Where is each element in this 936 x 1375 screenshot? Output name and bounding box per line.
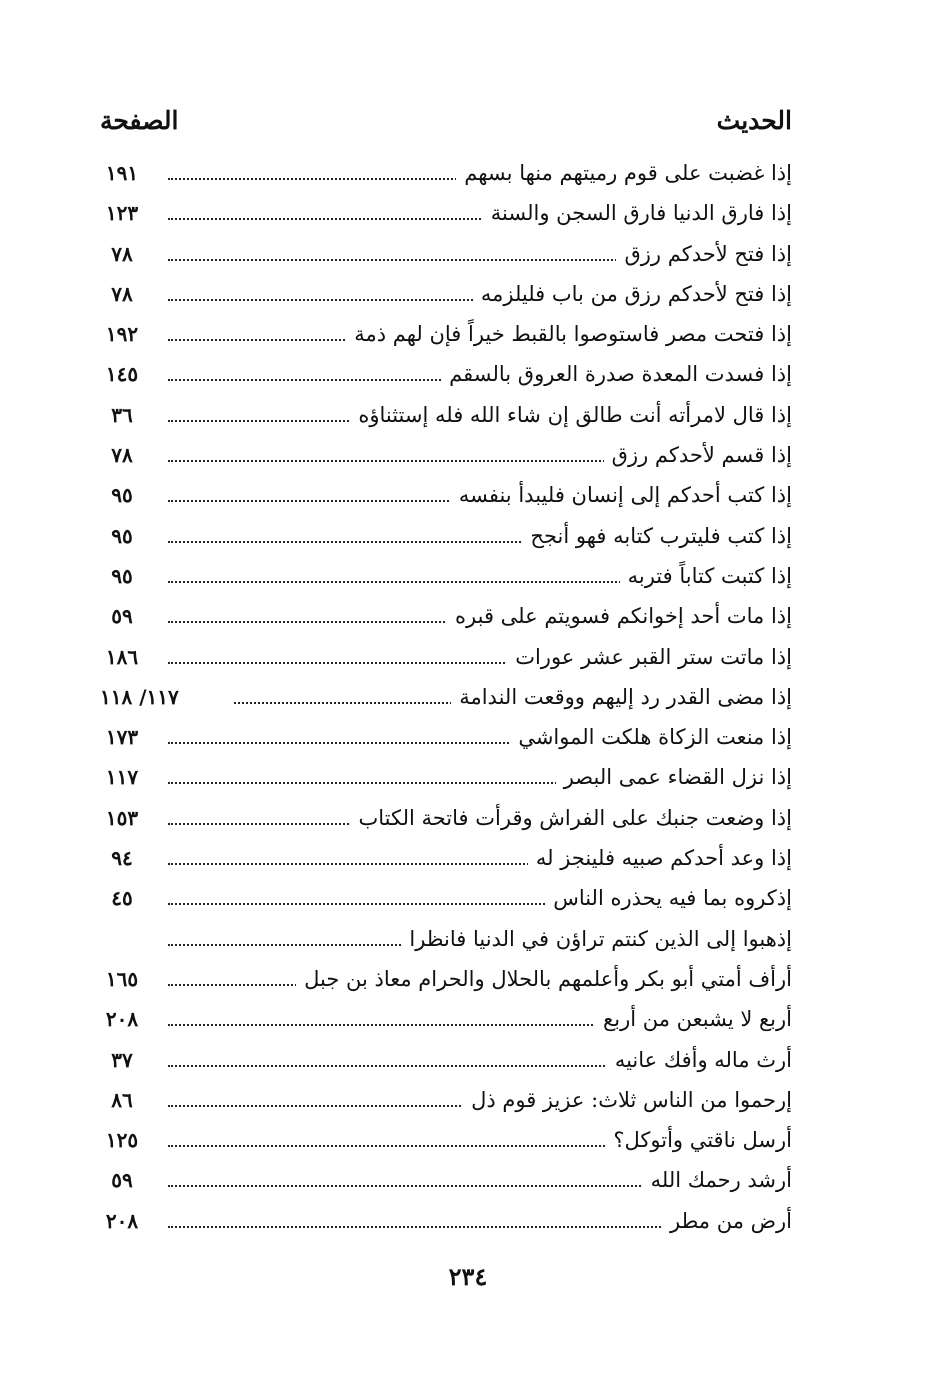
- entry-page-number: ٥٩: [111, 1168, 133, 1193]
- entry-page-number: ٣٧: [111, 1047, 133, 1072]
- index-entries-list: [100, 154, 792, 1242]
- index-entry: [100, 1041, 792, 1081]
- hadith-text: إذا غضبت على قوم رميتهم منها بسهم: [456, 158, 792, 188]
- index-entry: [100, 960, 792, 1000]
- hadith-text: إذا منعت الزكاة هلكت المواشي: [510, 722, 792, 752]
- page-number: ٢٣٤: [448, 1262, 488, 1291]
- hadith-text: إذا فسدت المعدة صدرة العروق بالسقم: [441, 359, 792, 389]
- entry-page-number: ١٩٢: [105, 322, 139, 347]
- page-column-heading: الصفحة: [100, 106, 179, 135]
- entry-page-number: ١٦٥: [105, 966, 139, 991]
- entry-page-number: ١٨٦: [105, 644, 139, 669]
- hadith-text: أربع لا يشبعن من أربع: [595, 1004, 792, 1034]
- hadith-text: إذا مضى القدر رد إليهم ووقعت الندامة: [451, 682, 792, 712]
- entry-page-number: ١٩١: [105, 161, 139, 185]
- index-entry: [100, 758, 792, 798]
- entry-page-number: ٤٥: [111, 886, 133, 911]
- index-entry: [100, 476, 792, 516]
- hadith-text: إذا فتح لأحدكم رزق: [616, 239, 792, 269]
- hadith-text: أرث ماله وأفك عانيه: [607, 1045, 792, 1075]
- index-entry: [100, 436, 792, 476]
- index-entry: [100, 1161, 792, 1201]
- hadith-text: إذا نزل القضاء عمى البصر: [556, 762, 792, 792]
- index-entry: [100, 1121, 792, 1161]
- hadith-text: إذا كتب أحدكم إلى إنسان فليبدأ بنفسه: [451, 480, 792, 510]
- entry-page-number: ٩٥: [111, 563, 133, 588]
- entry-page-number: ٧٨: [111, 281, 133, 306]
- index-entry: [100, 275, 792, 315]
- entry-page-number: ٢٠٨: [105, 1208, 139, 1233]
- index-entry: [100, 839, 792, 879]
- index-entry: [100, 597, 792, 637]
- entry-page-number: ١١٧/ ١١٨: [100, 684, 179, 709]
- hadith-text: إذا فتحت مصر فاستوصوا بالقبط خيراً فإن لهم ذمة: [346, 319, 792, 349]
- index-entry: [100, 235, 792, 275]
- entry-page-number: ٢٠٨: [105, 1007, 139, 1032]
- hadith-text: إذكروه بما فيه يحذره الناس: [545, 883, 792, 913]
- hadith-text: أرأف أمتي أبو بكر وأعلمهم بالحلال والحرام معاذ بن جبل: [296, 964, 792, 994]
- index-entry: [100, 355, 792, 395]
- entry-page-number: ٣٦: [111, 402, 133, 427]
- index-header: [100, 106, 792, 142]
- index-entry: [100, 1000, 792, 1040]
- hadith-text: أرشد رحمك الله: [643, 1165, 792, 1195]
- hadith-text: إذا فارق الدنيا فارق السجن والسنة: [483, 198, 792, 228]
- hadith-text: إذا كتبت كتاباً فتربه: [620, 561, 792, 591]
- index-entry: [100, 920, 792, 960]
- index-entry: [100, 154, 792, 194]
- hadith-text: إذهبوا إلى الذين كنتم تراؤن في الدنيا فانظرا: [401, 924, 792, 954]
- hadith-text: إذا قسم لأحدكم رزق: [604, 440, 792, 470]
- entry-page-number: ١٧٣: [105, 725, 139, 750]
- index-entry: [100, 1202, 792, 1242]
- index-entry: [100, 718, 792, 758]
- entry-page-number: ٥٩: [111, 604, 133, 629]
- entry-page-number: ٩٥: [111, 483, 133, 508]
- hadith-column-heading: الحديث: [716, 106, 792, 135]
- entry-page-number: ٧٨: [111, 241, 133, 266]
- entry-page-number: ١٤٥: [105, 362, 139, 387]
- index-entry: [100, 678, 792, 718]
- entry-page-number: ١٢٥: [105, 1128, 139, 1153]
- hadith-text: إذا وعد أحدكم صبيه فلينجز له: [528, 843, 792, 873]
- entry-page-number: ١١٧: [105, 765, 139, 790]
- index-entry: [100, 638, 792, 678]
- hadith-text: إذا ماتت ستر القبر عشر عورات: [507, 642, 792, 672]
- entry-page-number: ١٥٣: [105, 805, 139, 830]
- hadith-text: إذا فتح لأحدكم رزق من باب فليلزمه: [473, 279, 792, 309]
- entry-page-number: ٩٥: [111, 523, 133, 548]
- hadith-text: إذا قال لامرأته أنت طالق إن شاء الله فله إستثناؤه: [350, 400, 792, 430]
- index-entry: [100, 1081, 792, 1121]
- index-entry: [100, 315, 792, 355]
- hadith-text: أرسل ناقتي وأتوكل؟: [605, 1125, 792, 1155]
- hadith-text: أرض من مطر: [662, 1206, 792, 1236]
- entry-page-number: ١٢٣: [105, 201, 139, 226]
- index-entry: [100, 517, 792, 557]
- entry-page-number: ٩٤: [111, 846, 133, 871]
- hadith-text: إذا كتب فليترب كتابه فهو أنجح: [522, 521, 792, 551]
- entry-page-number: ٧٨: [111, 443, 133, 468]
- hadith-text: إذا مات أحد إخوانكم فسويتم على قبره: [447, 601, 792, 631]
- index-entry: [100, 194, 792, 234]
- index-entry: [100, 396, 792, 436]
- index-entry: [100, 879, 792, 919]
- entry-page-number: ٨٦: [111, 1087, 133, 1112]
- index-entry: [100, 799, 792, 839]
- hadith-text: إذا وضعت جنبك على الفراش وقرأت فاتحة الكتاب: [350, 803, 792, 833]
- hadith-text: إرحموا من الناس ثلاث: عزيز قوم ذل: [463, 1085, 792, 1115]
- index-entry: [100, 557, 792, 597]
